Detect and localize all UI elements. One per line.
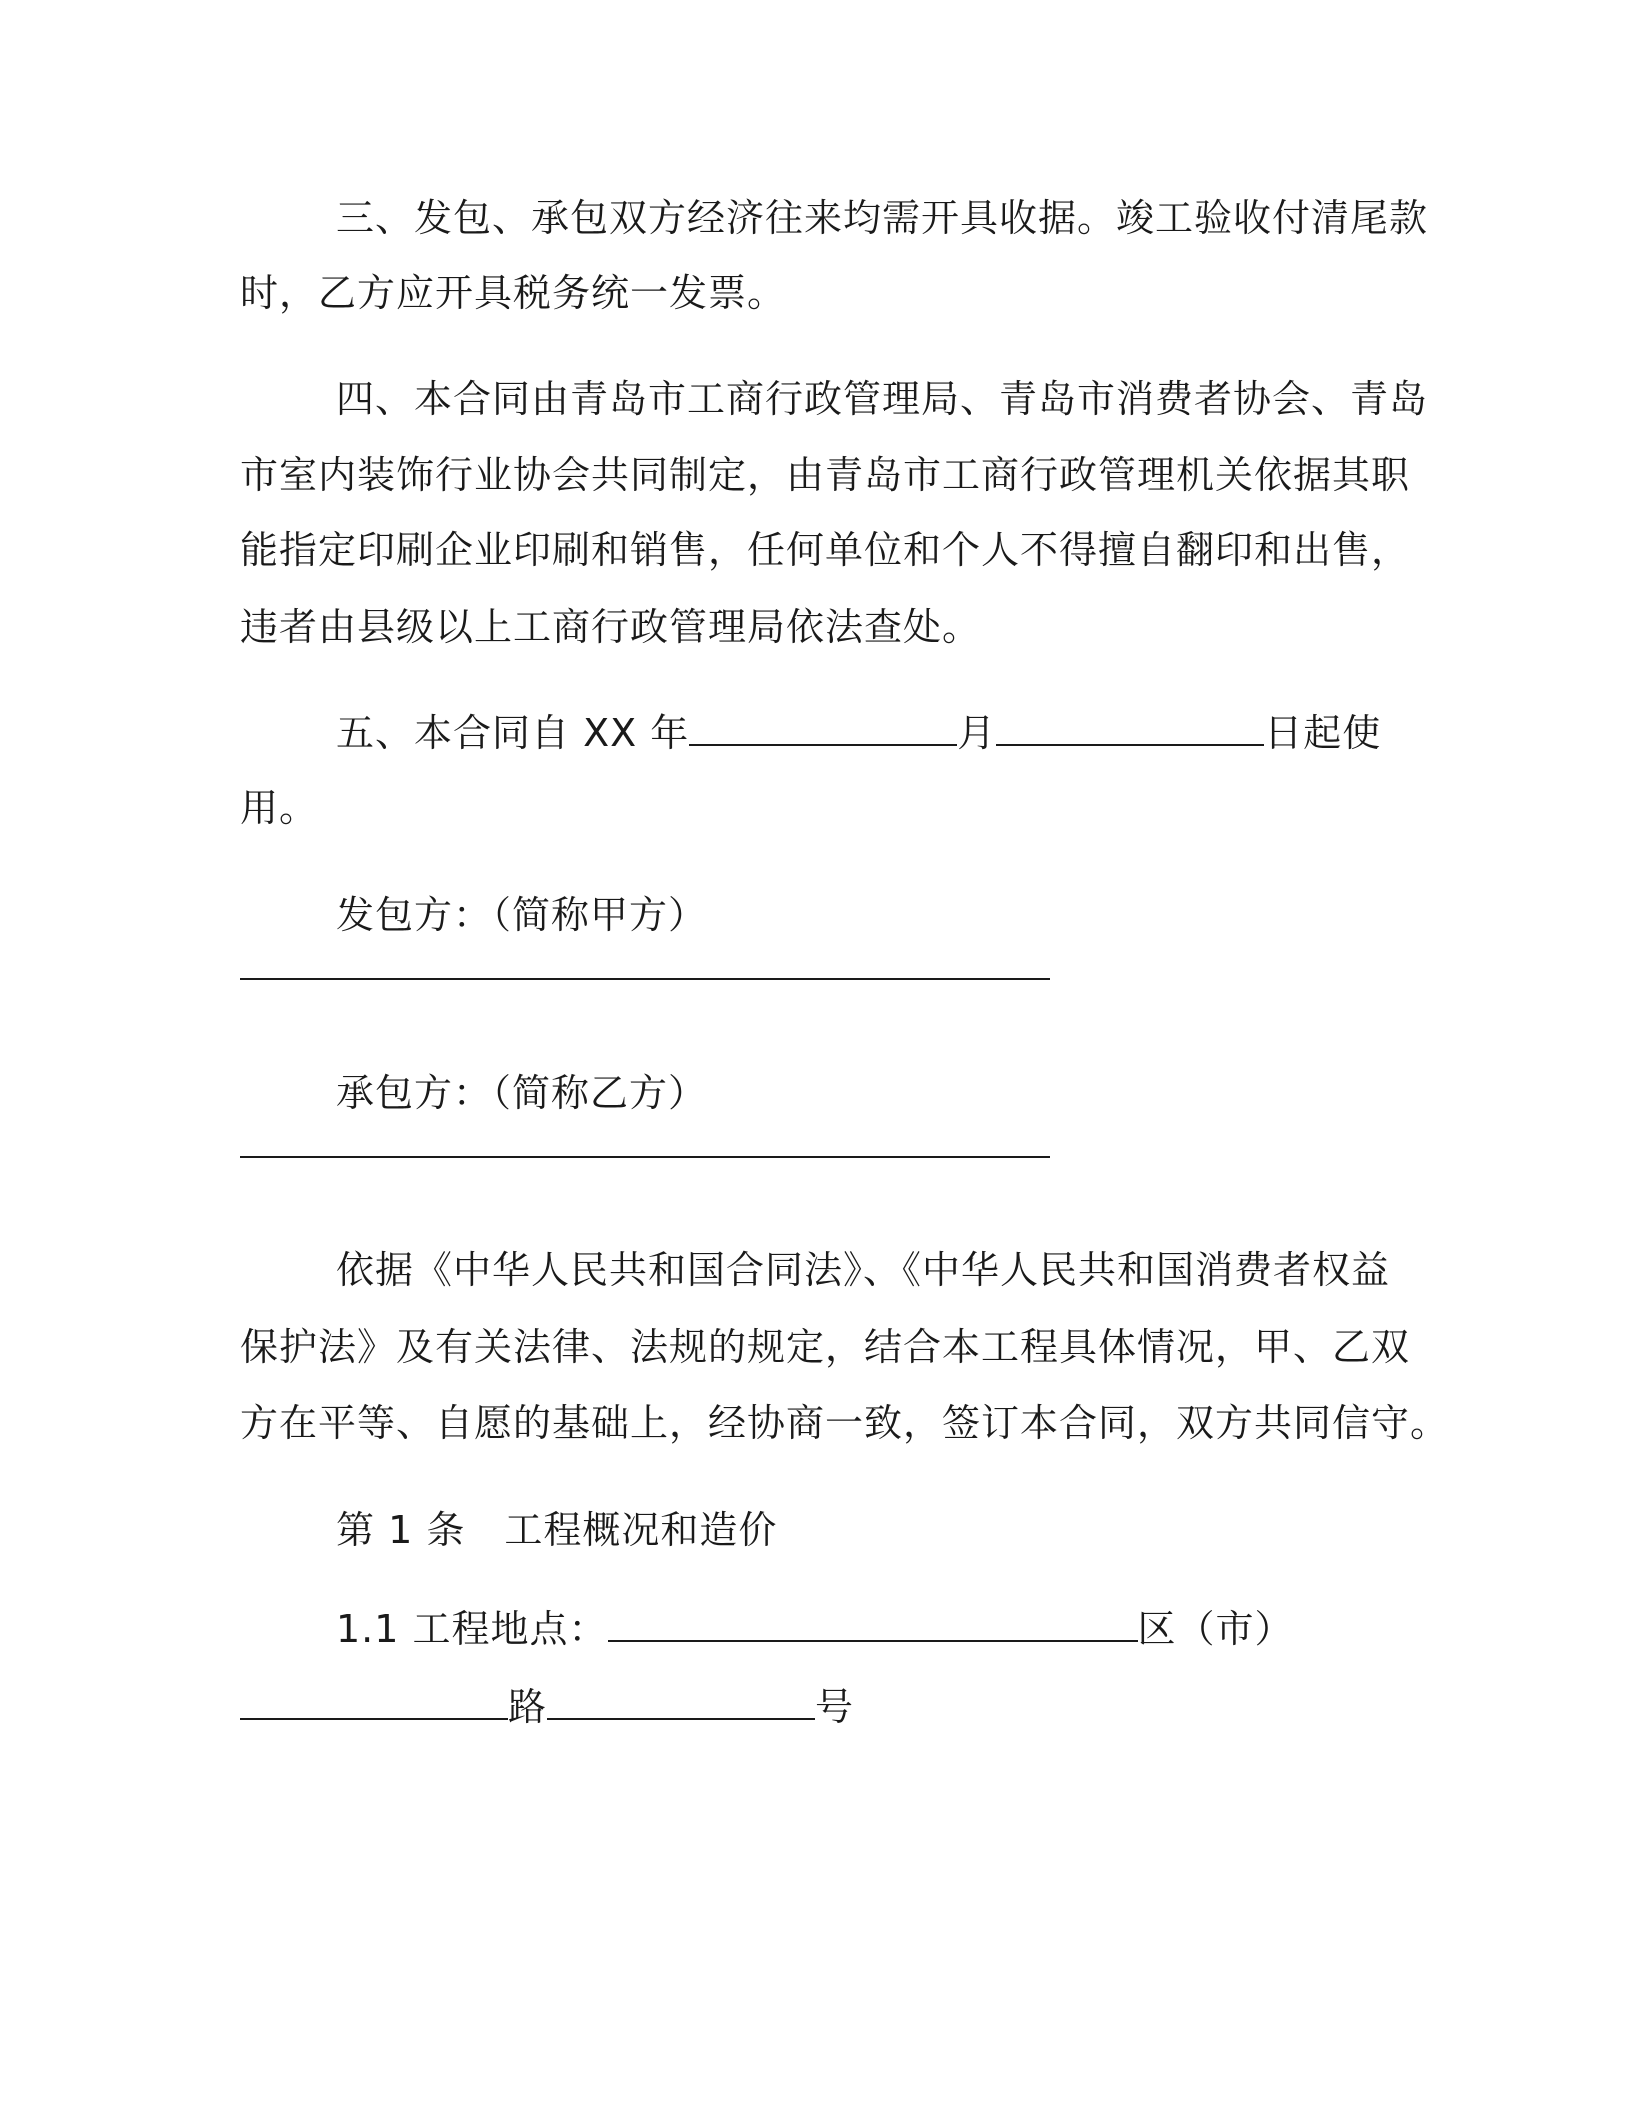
para5-day-label: 日起使 xyxy=(1264,711,1382,755)
para4-line1: 四、本合同由青岛市工商行政管理局、青岛市消费者协会、青岛 xyxy=(336,377,1429,421)
para4-line3: 能指定印刷企业印刷和销售，任何单位和个人不得擅自翻印和出售， xyxy=(240,528,1411,572)
day-blank[interactable] xyxy=(996,710,1264,746)
preamble-line2: 保护法》及有关法律、法规的规定，结合本工程具体情况，甲、乙双 xyxy=(240,1325,1411,1369)
number-label: 号 xyxy=(815,1685,855,1729)
para3-line2: 时，乙方应开具税务统一发票。 xyxy=(240,271,787,315)
para3-line1: 三、发包、承包双方经济往来均需开具收据。竣工验收付清尾款 xyxy=(336,196,1429,240)
preamble-line1: 依据《中华人民共和国合同法》、《中华人民共和国消费者权益 xyxy=(336,1248,1391,1292)
para5-line1 xyxy=(240,708,1496,758)
para4-line2: 市室内装饰行业协会共同制定，由青岛市工商行政管理机关依据其职 xyxy=(240,453,1411,497)
preamble-line3: 方在平等、自愿的基础上，经协商一致，签订本合同，双方共同信守。 xyxy=(240,1401,1450,1445)
district-label: 区（市） xyxy=(1137,1607,1294,1651)
location-blank[interactable] xyxy=(608,1606,1138,1642)
month-blank[interactable] xyxy=(689,710,957,746)
para5-month-label: 月 xyxy=(957,711,997,755)
location-label: 1.1 工程地点： xyxy=(336,1607,608,1651)
road-blank[interactable] xyxy=(547,1684,815,1720)
party-b-signature-line[interactable] xyxy=(240,1156,1050,1158)
party-a-signature-line[interactable] xyxy=(240,978,1050,980)
location-line2 xyxy=(240,1682,1400,1732)
party-b-label: 承包方：（简称乙方） xyxy=(336,1071,708,1115)
party-a-label: 发包方：（简称甲方） xyxy=(336,893,708,937)
para5-prefix: 五、本合同自 XX 年 xyxy=(336,711,690,755)
district-blank[interactable] xyxy=(240,1684,508,1720)
article1-heading: 第 1 条 工程概况和造价 xyxy=(336,1508,778,1552)
para4-line4: 违者由县级以上工商行政管理局依法查处。 xyxy=(240,605,982,649)
location-line1 xyxy=(240,1604,1496,1654)
road-label: 路 xyxy=(508,1685,548,1729)
para5-line2: 用。 xyxy=(240,786,319,830)
